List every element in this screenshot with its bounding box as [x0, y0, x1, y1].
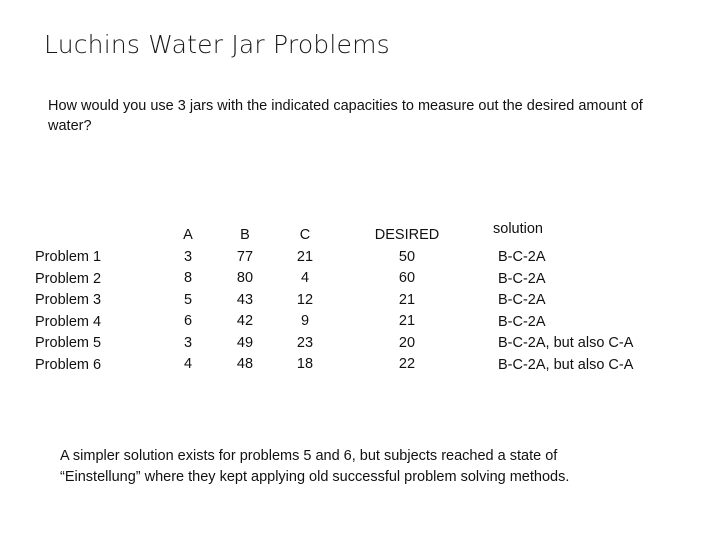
desired-value: 20: [398, 334, 416, 351]
jar-b-value: 80: [236, 270, 254, 286]
jar-c-value: 21: [296, 248, 314, 265]
jar-c-value: 9: [300, 313, 310, 329]
solution-value: B-C-2A, but also C-A: [498, 335, 634, 351]
einstellung-note: A simpler solution exists for problems 5 and 6, but subjects reached a state of “Einstellung” where they kept applying old successful problem solving methods.: [60, 448, 570, 485]
jar-b-column: [228, 225, 262, 376]
solution-value: B-C-2A: [498, 249, 546, 265]
jar-a-column: [176, 225, 200, 376]
solution-value: B-C-2A, but also C-A: [498, 356, 634, 373]
solution-value: B-C-2A: [498, 313, 546, 330]
problem-label: Problem 4: [35, 313, 102, 330]
jar-a-value: 5: [183, 291, 193, 308]
jar-b-value: 42: [236, 313, 254, 329]
jar-a-value: 4: [183, 356, 193, 372]
desired-value: 50: [398, 248, 416, 265]
problem-label: Problem 2: [35, 270, 102, 287]
desired-value: 21: [398, 313, 416, 329]
jar-a-value: 3: [183, 248, 193, 265]
jar-c-value: 23: [296, 334, 314, 351]
column-header-desired: DESIRED: [374, 227, 440, 243]
jar-b-value: 77: [236, 248, 254, 265]
slide-title: Luchins Water Jar Problems: [44, 30, 390, 59]
problem-label: Problem 1: [35, 249, 102, 265]
jar-a-value: 6: [183, 313, 193, 329]
column-header-solution: solution: [493, 221, 543, 237]
jar-b-value: 49: [236, 334, 254, 351]
column-header-c: C: [299, 227, 311, 243]
jar-c-value: 12: [296, 291, 314, 308]
jar-a-value: 8: [183, 270, 193, 286]
solution-column: [498, 247, 633, 376]
problem-labels-column: [35, 247, 101, 376]
jar-c-column: [288, 225, 322, 376]
column-header-b: B: [240, 227, 250, 243]
column-header-a: A: [183, 227, 193, 243]
problem-label: Problem 5: [35, 335, 102, 351]
jar-c-value: 18: [296, 356, 314, 372]
desired-value: 22: [398, 356, 416, 372]
jar-b-value: 43: [236, 291, 254, 308]
jar-c-value: 4: [300, 270, 310, 286]
solution-value: B-C-2A: [498, 292, 546, 308]
problem-label: Problem 6: [35, 356, 102, 373]
jar-a-value: 3: [183, 334, 193, 351]
desired-column: [360, 225, 454, 376]
problem-label: Problem 3: [35, 292, 102, 308]
jar-b-value: 48: [236, 356, 254, 372]
solution-value: B-C-2A: [498, 270, 546, 287]
question-text: How would you use 3 jars with the indicated capacities to measure out the desired amount of water?: [48, 98, 643, 134]
desired-value: 21: [398, 291, 416, 308]
desired-value: 60: [398, 270, 416, 286]
